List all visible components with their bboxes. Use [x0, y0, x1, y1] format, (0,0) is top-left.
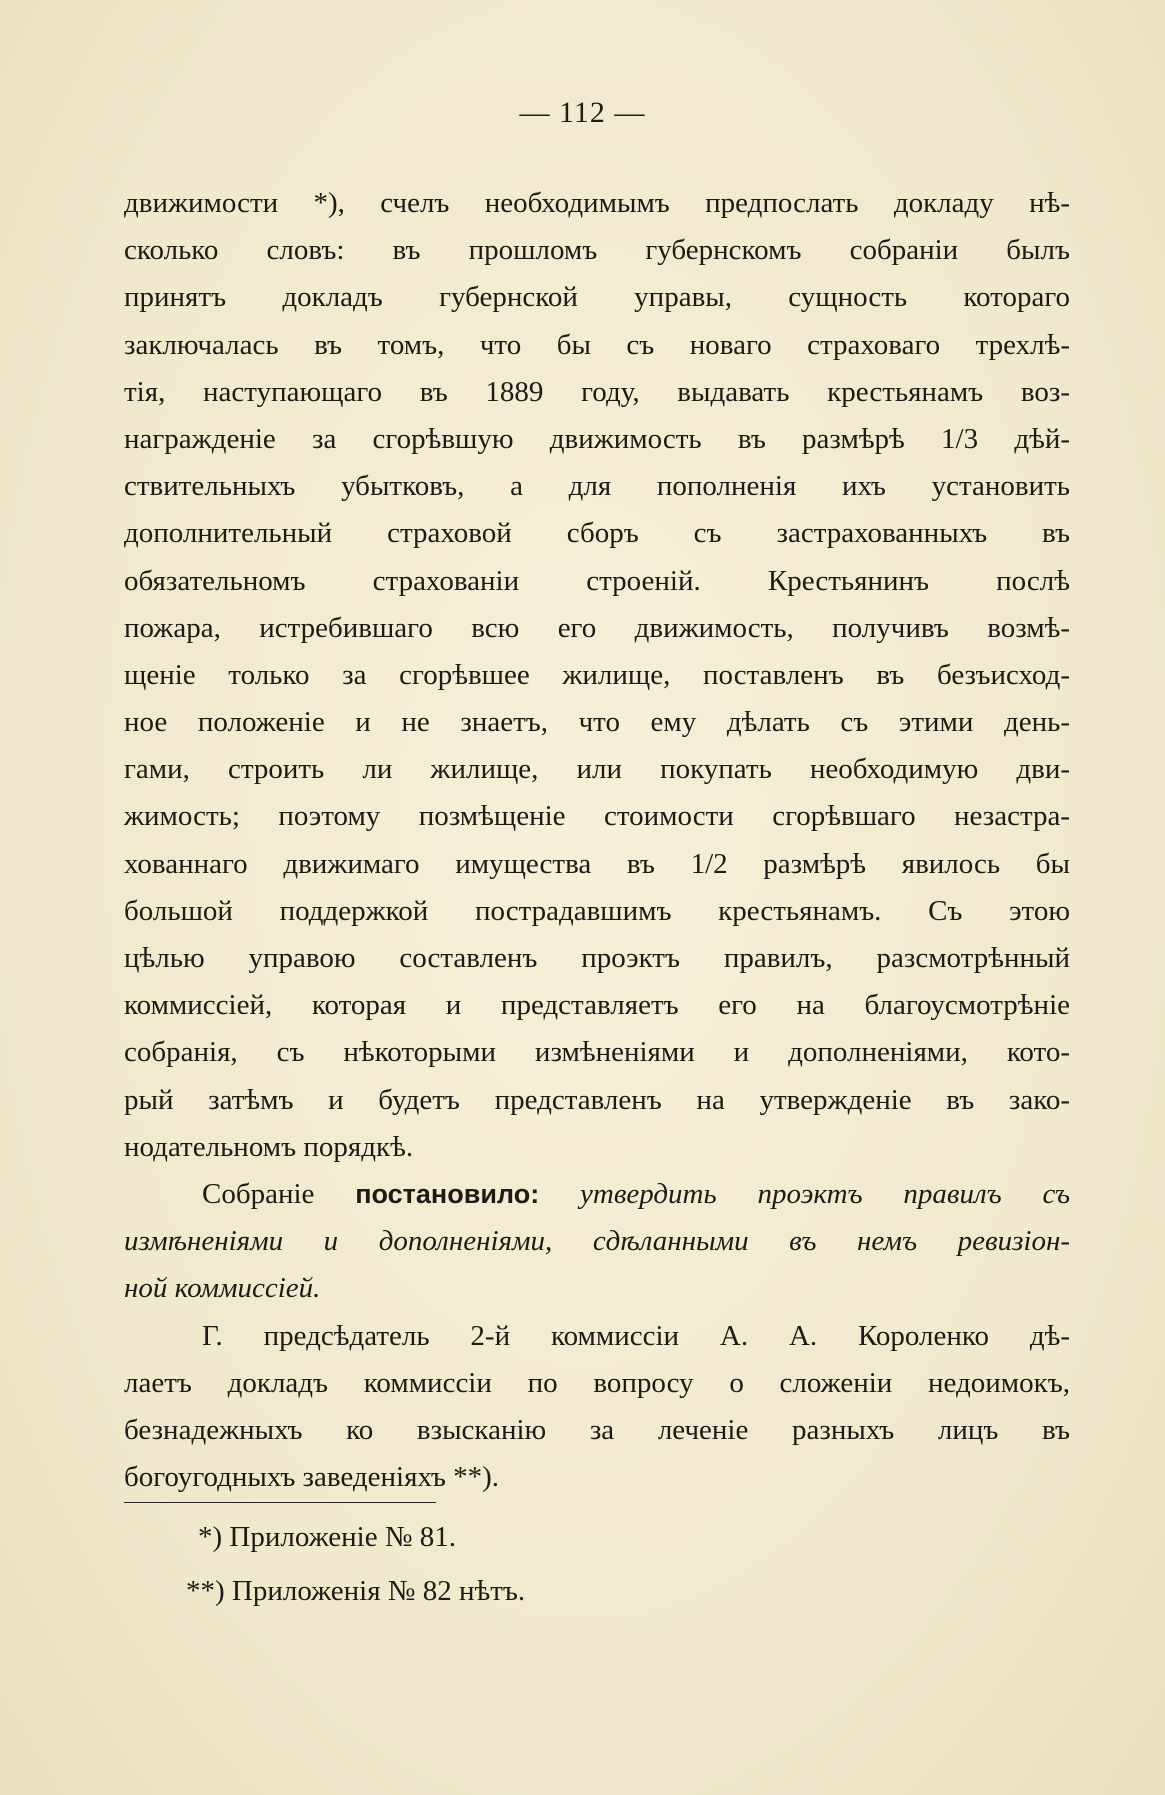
text-line: тія, наступающаго въ 1889 году, выдавать крестьянамъ воз- [124, 375, 1070, 408]
text-line: рый затѣмъ и будетъ представленъ на утвержденіе въ зако- [124, 1083, 1070, 1116]
footnote-2: **) Приложенія № 82 нѣтъ. [186, 1575, 526, 1607]
text-line: движимости *), счелъ необходимымъ предпослать докладу нѣ- [124, 187, 1070, 219]
footnotes [124, 1510, 1024, 1618]
resolution-lead: Собраніе [202, 1177, 315, 1210]
text-line: ствительныхъ убытковъ, а для пополненія ихъ установить [124, 470, 1070, 503]
main-text [124, 180, 1070, 1501]
text-line: дополнительный страховой сборъ съ застрахованныхъ въ [124, 517, 1070, 550]
resolution-line-3: ной коммиссіей. [124, 1272, 321, 1305]
resolution-text: утвердить проэктъ правилъ съ [580, 1177, 1070, 1210]
text-line: коммиссіей, которая и представляетъ его на благоусмотрѣніе [124, 989, 1070, 1022]
text-line: собранія, съ нѣкоторыми измѣненіями и дополненіями, кото- [124, 1036, 1070, 1069]
text-line: заключалась въ томъ, что бы съ новаго страховаго трехлѣ- [124, 328, 1070, 361]
text-line: пожара, истребившаго всю его движимость, получивъ возмѣ- [124, 611, 1070, 644]
paragraph-1 [124, 180, 1070, 1171]
page-number: — 112 — [519, 96, 646, 129]
text-line: обязательномъ страхованіи строеній. Крестьянинъ послѣ [124, 564, 1070, 597]
footnote-1: *) Приложеніе № 81. [198, 1521, 457, 1553]
text-line: награжденіе за сгорѣвшую движимость въ размѣрѣ 1/3 дѣй- [124, 422, 1070, 455]
text-line: Г. предсѣдатель 2-й коммиссіи А. А. Короленко дѣ- [202, 1319, 1070, 1352]
text-line: жимость; поэтому позмѣщеніе стоимости сгорѣвшаго незастра- [124, 800, 1070, 833]
paragraph-3 [124, 1313, 1070, 1502]
text-line: гами, строить ли жилище, или покупать необходимую дви- [124, 753, 1070, 786]
text-line: нодательномъ порядкѣ. [124, 1130, 414, 1163]
resolution-line-2: измѣненіями и дополненіями, сдѣланными въ немъ ревизіон- [124, 1225, 1070, 1258]
text-line: хованнаго движимаго имущества въ 1/2 размѣрѣ явилось бы [124, 847, 1070, 880]
text-line: принятъ докладъ губернской управы, сущность котораго [124, 281, 1070, 314]
resolution-paragraph [124, 1171, 1070, 1313]
text-line: богоугодныхъ заведеніяхъ **). [124, 1461, 499, 1494]
text-line: большой поддержкой пострадавшимъ крестьянамъ. Съ этою [124, 894, 1070, 927]
text-line: лаетъ докладъ коммиссіи по вопросу о сложеніи недоимокъ, [124, 1366, 1070, 1399]
text-line: безнадежныхъ ко взысканію за леченіе разныхъ лицъ въ [124, 1413, 1070, 1446]
text-line: ное положеніе и не знаетъ, что ему дѣлать съ этими день- [124, 706, 1070, 739]
text-line: сколько словъ: въ прошломъ губернскомъ собраніи былъ [124, 234, 1070, 267]
text-line: цѣлью управою составленъ проэктъ правилъ, разсмотрѣнный [124, 942, 1070, 974]
footnote-divider [124, 1502, 436, 1503]
resolution-keyword: постановило: [355, 1178, 540, 1209]
text-line: щеніе только за сгорѣвшее жилище, поставленъ въ безъисход- [124, 658, 1070, 691]
resolution-line-1 [124, 1171, 1070, 1218]
